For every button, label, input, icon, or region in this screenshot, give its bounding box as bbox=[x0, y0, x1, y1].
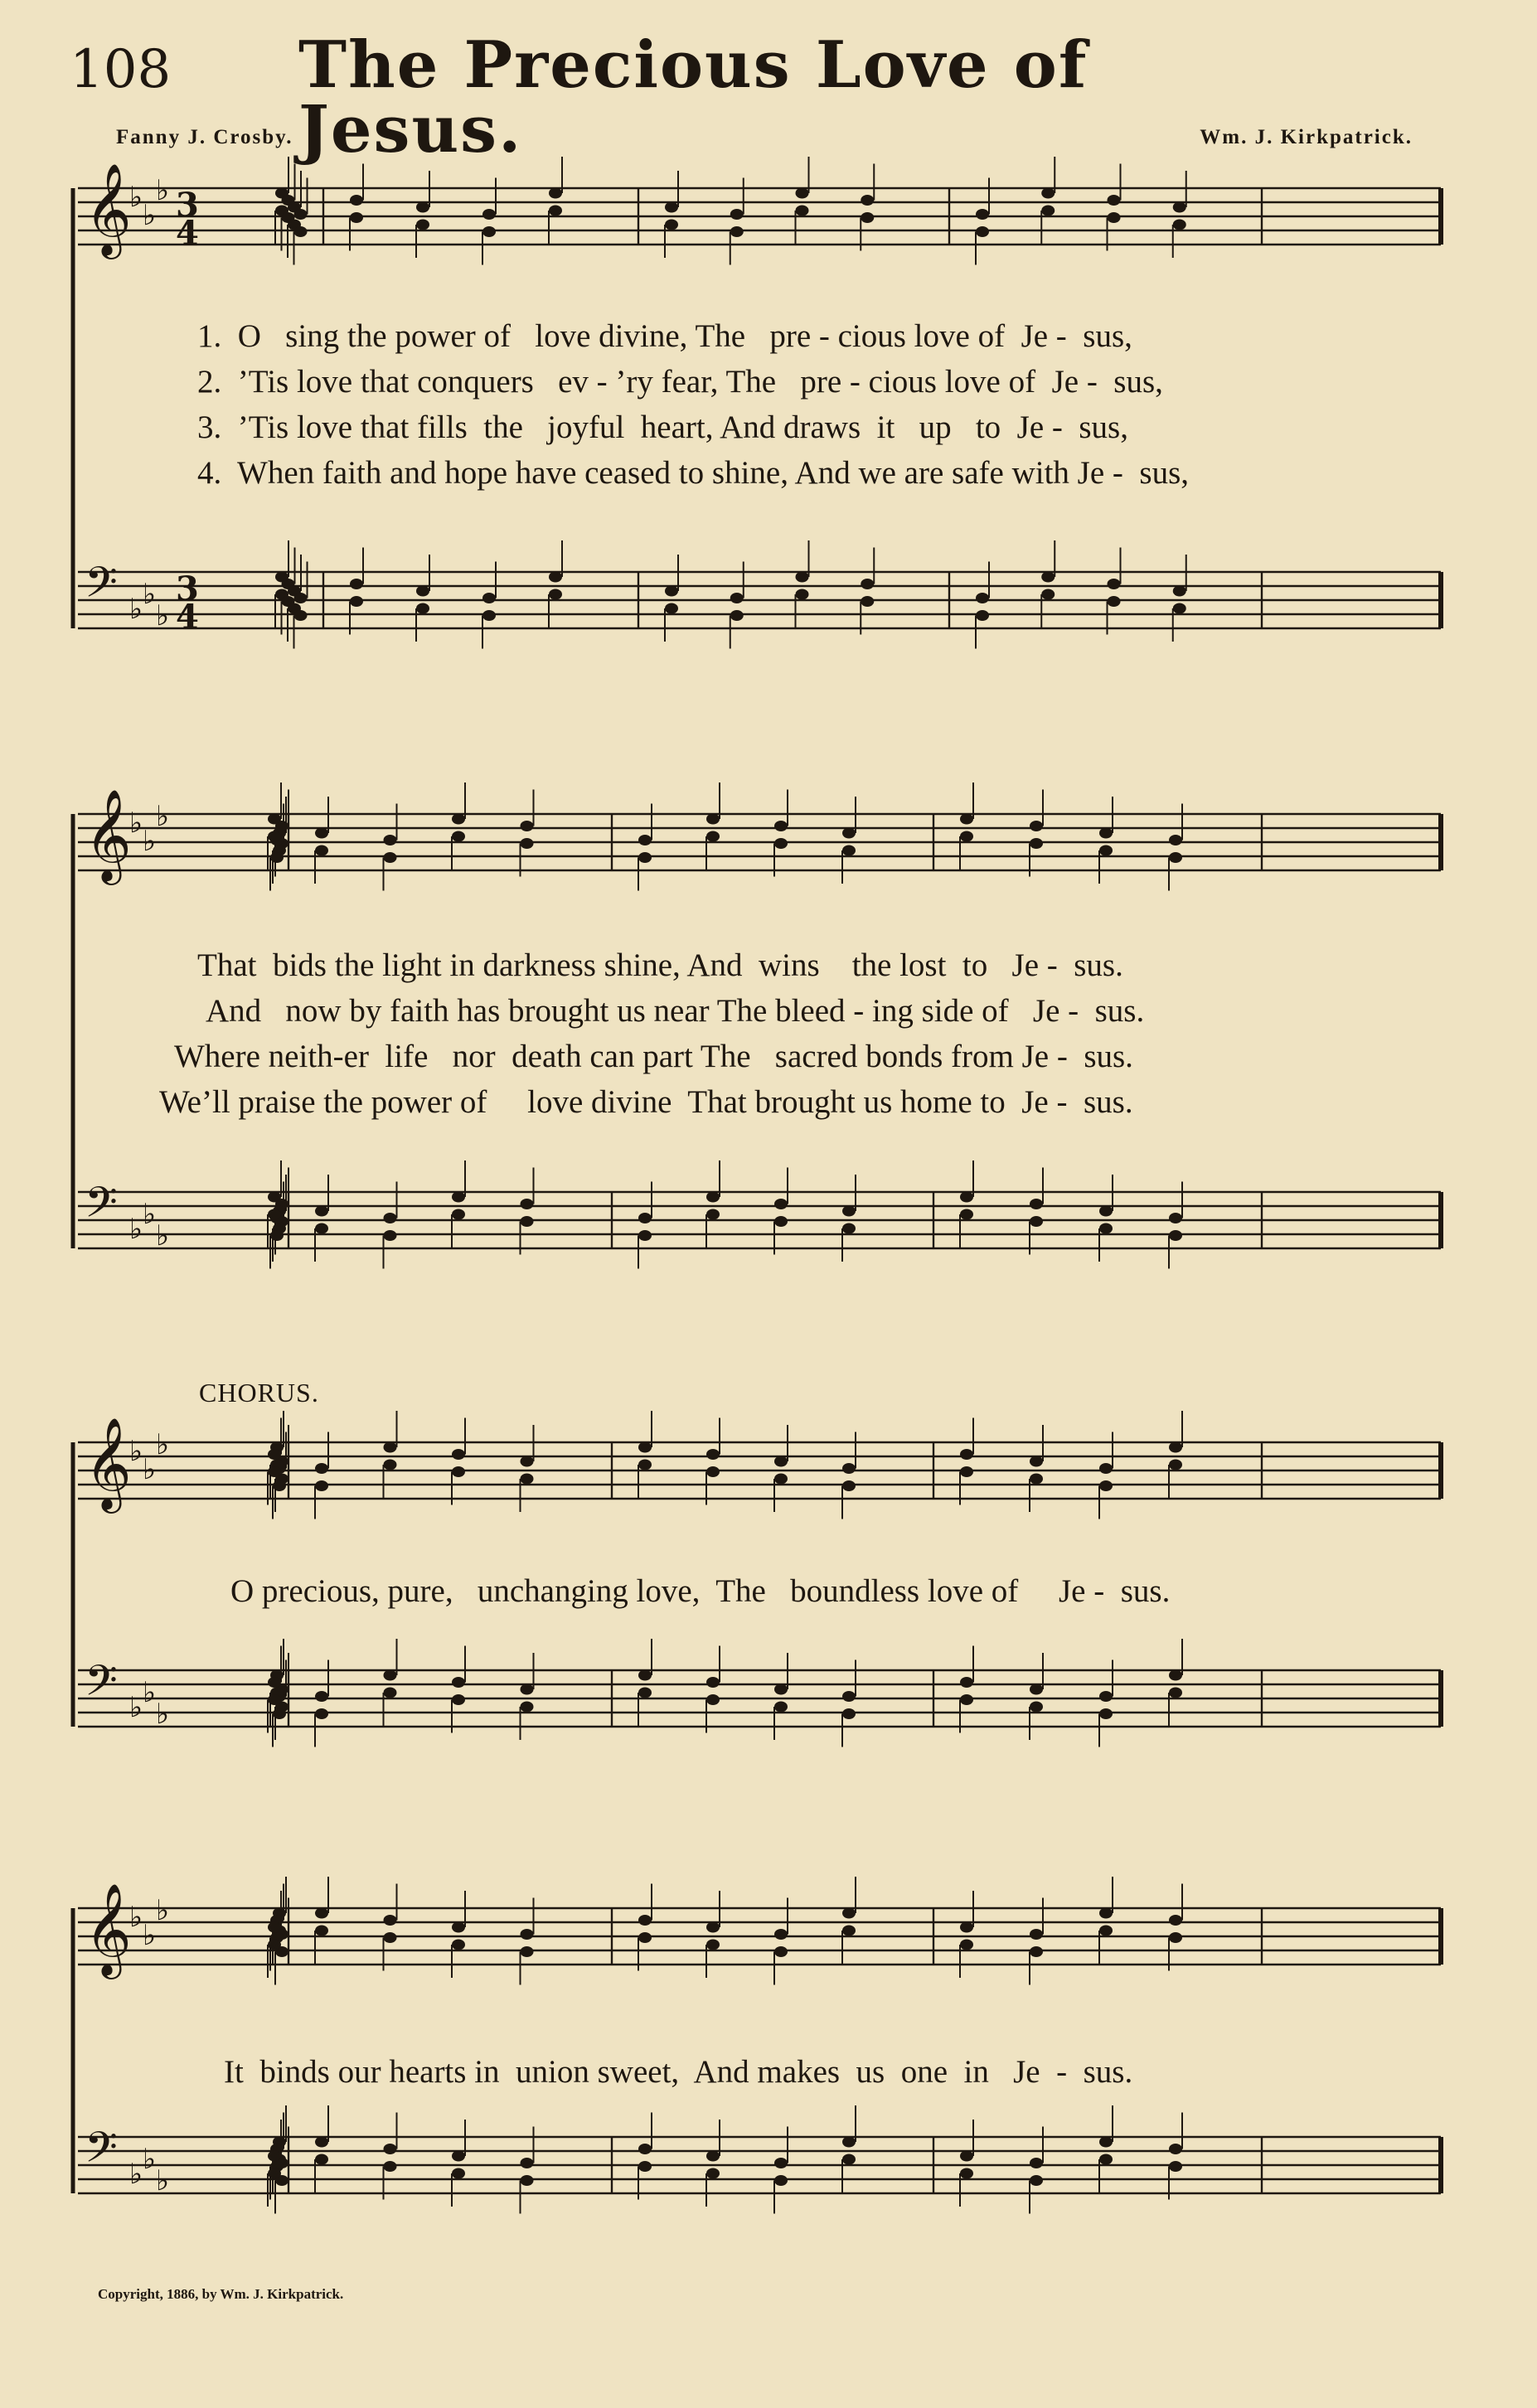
notehead bbox=[350, 596, 363, 607]
flat-icon: ♭ bbox=[156, 800, 170, 833]
notehead bbox=[638, 852, 652, 863]
notehead bbox=[774, 2158, 788, 2168]
notehead bbox=[1169, 1213, 1182, 1223]
notehead bbox=[268, 1209, 281, 1220]
notehead bbox=[521, 1199, 534, 1209]
notehead bbox=[384, 1932, 397, 1943]
notehead bbox=[1173, 586, 1186, 597]
notehead bbox=[315, 1206, 328, 1217]
notehead bbox=[796, 589, 809, 600]
notehead bbox=[1099, 1908, 1113, 1919]
notehead bbox=[774, 1474, 788, 1485]
notehead bbox=[315, 828, 328, 839]
notehead bbox=[960, 1192, 973, 1203]
notehead bbox=[452, 1922, 465, 1933]
notehead bbox=[1099, 1206, 1113, 1217]
notehead bbox=[774, 1199, 788, 1209]
notehead bbox=[976, 209, 989, 220]
notehead bbox=[315, 1463, 328, 1474]
notehead bbox=[960, 1449, 973, 1460]
verse-4-line-1: 4. When faith and hope have ceased to shine, And we are safe with Je - sus, bbox=[197, 455, 1189, 491]
notehead bbox=[774, 1929, 788, 1940]
notehead bbox=[452, 1192, 465, 1203]
notehead bbox=[294, 610, 308, 621]
notehead bbox=[706, 1449, 720, 1460]
notehead bbox=[384, 1213, 397, 1223]
notehead bbox=[842, 1463, 856, 1474]
notehead bbox=[268, 1922, 281, 1933]
notehead bbox=[1169, 2144, 1182, 2154]
flat-icon: ♭ bbox=[143, 578, 157, 611]
notehead bbox=[706, 831, 720, 842]
notehead bbox=[774, 1216, 788, 1227]
bass-clef-icon: 𝄢 bbox=[85, 557, 118, 618]
page-number: 108 bbox=[70, 39, 172, 100]
notehead bbox=[1169, 1915, 1182, 1926]
notehead bbox=[960, 1466, 973, 1477]
notehead bbox=[273, 1708, 286, 1719]
verse-1-line-2: That bids the light in darkness shine, And wins the lost to Je - sus. bbox=[197, 947, 1123, 983]
notehead bbox=[706, 1922, 720, 1933]
notehead bbox=[842, 845, 856, 856]
notehead bbox=[452, 1694, 465, 1705]
treble-clef-icon: 𝄞 bbox=[85, 788, 132, 881]
notehead bbox=[1108, 579, 1121, 589]
notehead bbox=[1030, 1456, 1043, 1467]
notehead bbox=[960, 1922, 973, 1933]
notehead bbox=[796, 572, 809, 583]
notehead bbox=[384, 1915, 397, 1926]
notehead bbox=[774, 2175, 788, 2186]
hymn-title: The Precious Love of Jesus. bbox=[298, 27, 1089, 167]
notehead bbox=[416, 603, 429, 614]
notehead bbox=[1169, 1688, 1182, 1698]
notehead bbox=[1041, 188, 1055, 199]
notehead bbox=[861, 195, 874, 206]
notehead bbox=[1030, 1199, 1043, 1209]
notehead bbox=[665, 220, 678, 230]
notehead bbox=[452, 831, 465, 842]
notehead bbox=[706, 1677, 720, 1688]
notehead bbox=[452, 1449, 465, 1460]
notehead bbox=[521, 1929, 534, 1940]
notehead bbox=[1169, 1670, 1182, 1681]
notehead bbox=[960, 1209, 973, 1220]
notehead bbox=[842, 1206, 856, 1217]
notehead bbox=[521, 1946, 534, 1957]
flat-icon: ♭ bbox=[143, 199, 157, 232]
notehead bbox=[774, 1702, 788, 1713]
notehead bbox=[796, 206, 809, 216]
notehead bbox=[1169, 1460, 1182, 1470]
notehead bbox=[842, 1691, 856, 1702]
notehead bbox=[960, 814, 973, 825]
notehead bbox=[1169, 835, 1182, 845]
notehead bbox=[638, 1932, 652, 1943]
notehead bbox=[1099, 1223, 1113, 1234]
notehead bbox=[521, 821, 534, 831]
flat-icon: ♭ bbox=[143, 825, 157, 858]
notehead bbox=[861, 579, 874, 589]
notehead bbox=[842, 1480, 856, 1491]
notehead bbox=[452, 2168, 465, 2179]
chorus-line-2: It binds our hearts in union sweet, And makes us one in Je - sus. bbox=[224, 2054, 1133, 2090]
notehead bbox=[1041, 572, 1055, 583]
verse-4-line-2: We’ll praise the power of love divine That brought us home to Je - sus. bbox=[159, 1084, 1133, 1120]
notehead bbox=[960, 2151, 973, 2162]
treble-clef-icon: 𝄞 bbox=[85, 162, 132, 255]
notehead bbox=[638, 2161, 652, 2172]
verse-1-line-1: 1. O sing the power of love divine, The pre - cious love of Je - sus, bbox=[197, 318, 1132, 354]
notehead bbox=[730, 209, 744, 220]
notehead bbox=[1099, 2154, 1113, 2165]
flat-icon: ♭ bbox=[129, 1435, 143, 1468]
notehead bbox=[521, 1702, 534, 1713]
notehead bbox=[665, 603, 678, 614]
notehead bbox=[294, 226, 308, 237]
notehead bbox=[638, 2144, 652, 2154]
bass-clef-icon: 𝄢 bbox=[85, 1655, 118, 1716]
notehead bbox=[774, 1456, 788, 1467]
notehead bbox=[384, 1670, 397, 1681]
notehead bbox=[315, 1926, 328, 1936]
notehead bbox=[268, 1677, 281, 1688]
flat-icon: ♭ bbox=[129, 1691, 143, 1724]
flat-icon: ♭ bbox=[143, 1676, 157, 1709]
notehead bbox=[774, 1684, 788, 1695]
notehead bbox=[960, 831, 973, 842]
notehead bbox=[1169, 852, 1182, 863]
notehead bbox=[1099, 1463, 1113, 1474]
notehead bbox=[350, 579, 363, 589]
notehead bbox=[452, 1209, 465, 1220]
notehead bbox=[268, 831, 281, 842]
notehead bbox=[384, 1688, 397, 1698]
notehead bbox=[638, 1213, 652, 1223]
notehead bbox=[1030, 838, 1043, 849]
notehead bbox=[706, 1209, 720, 1220]
notehead bbox=[521, 1684, 534, 1695]
notehead bbox=[270, 1230, 284, 1241]
notehead bbox=[1173, 603, 1186, 614]
notehead bbox=[482, 226, 496, 237]
notehead bbox=[730, 226, 744, 237]
notehead bbox=[960, 1677, 973, 1688]
notehead bbox=[638, 1688, 652, 1698]
notehead bbox=[1099, 1480, 1113, 1491]
notehead bbox=[665, 586, 678, 597]
composer-credit: Wm. J. Kirkpatrick. bbox=[1200, 126, 1413, 148]
notehead bbox=[976, 593, 989, 603]
notehead bbox=[384, 852, 397, 863]
notehead bbox=[1030, 2158, 1043, 2168]
notehead bbox=[416, 220, 429, 230]
notehead bbox=[960, 1694, 973, 1705]
notehead bbox=[1099, 845, 1113, 856]
notehead bbox=[1173, 202, 1186, 213]
notehead bbox=[273, 1480, 286, 1491]
notehead bbox=[1169, 1932, 1182, 1943]
notehead bbox=[315, 1708, 328, 1719]
notehead bbox=[268, 1694, 281, 1705]
notehead bbox=[1169, 1442, 1182, 1453]
notehead bbox=[268, 1466, 281, 1477]
notehead bbox=[549, 589, 562, 600]
notehead bbox=[665, 202, 678, 213]
poet-credit: Fanny J. Crosby. bbox=[116, 126, 293, 148]
notehead bbox=[549, 572, 562, 583]
notehead bbox=[1041, 589, 1055, 600]
notehead bbox=[315, 1223, 328, 1234]
notehead bbox=[268, 1449, 281, 1460]
time-signature: 4 bbox=[176, 214, 199, 253]
time-signature: 4 bbox=[176, 598, 199, 637]
notehead bbox=[521, 2175, 534, 2186]
notehead bbox=[706, 1694, 720, 1705]
notehead bbox=[842, 2154, 856, 2165]
chorus-line-1: O precious, pure, unchanging love, The boundless love of Je - sus. bbox=[230, 1573, 1171, 1609]
notehead bbox=[315, 1480, 328, 1491]
notehead bbox=[1169, 1230, 1182, 1241]
notehead bbox=[384, 1442, 397, 1453]
flat-icon: ♭ bbox=[156, 174, 170, 207]
notehead bbox=[1108, 596, 1121, 607]
notehead bbox=[1099, 828, 1113, 839]
notehead bbox=[1030, 2175, 1043, 2186]
notehead bbox=[384, 2144, 397, 2154]
notehead bbox=[730, 610, 744, 621]
notehead bbox=[452, 814, 465, 825]
notehead bbox=[1099, 1691, 1113, 1702]
flat-icon: ♭ bbox=[143, 1198, 157, 1231]
time-signature: 3 bbox=[176, 186, 199, 225]
flat-icon: ♭ bbox=[129, 593, 143, 626]
notehead bbox=[294, 209, 308, 220]
notehead bbox=[1030, 1702, 1043, 1713]
notehead bbox=[842, 828, 856, 839]
notehead bbox=[1099, 2137, 1113, 2148]
notehead bbox=[268, 1940, 281, 1950]
notehead bbox=[1169, 2161, 1182, 2172]
verse-3-line-1: 3. ’Tis love that fills the joyful heart, And draws it up to Je - sus, bbox=[197, 409, 1128, 445]
notehead bbox=[842, 2137, 856, 2148]
time-signature: 3 bbox=[176, 569, 199, 608]
notehead bbox=[315, 2137, 328, 2148]
notehead bbox=[1099, 1926, 1113, 1936]
flat-icon: ♭ bbox=[156, 2164, 170, 2197]
notehead bbox=[270, 852, 284, 863]
notehead bbox=[452, 1466, 465, 1477]
notehead bbox=[350, 195, 363, 206]
flat-icon: ♭ bbox=[129, 1901, 143, 1934]
notehead bbox=[521, 2158, 534, 2168]
notehead bbox=[1108, 195, 1121, 206]
notehead bbox=[482, 610, 496, 621]
notehead bbox=[384, 835, 397, 845]
notehead bbox=[861, 212, 874, 223]
flat-icon: ♭ bbox=[156, 1698, 170, 1731]
notehead bbox=[268, 2168, 281, 2179]
flat-icon: ♭ bbox=[156, 1894, 170, 1927]
notehead bbox=[1030, 1474, 1043, 1485]
notehead bbox=[315, 1908, 328, 1919]
notehead bbox=[350, 212, 363, 223]
notehead bbox=[774, 838, 788, 849]
notehead bbox=[638, 835, 652, 845]
notehead bbox=[638, 1915, 652, 1926]
notehead bbox=[706, 1940, 720, 1950]
notehead bbox=[268, 1192, 281, 1203]
flat-icon: ♭ bbox=[129, 2158, 143, 2191]
notehead bbox=[452, 2151, 465, 2162]
chorus-label: CHORUS. bbox=[199, 1378, 319, 1407]
notehead bbox=[842, 1223, 856, 1234]
notehead bbox=[521, 1216, 534, 1227]
notehead bbox=[706, 1192, 720, 1203]
notehead bbox=[549, 188, 562, 199]
notehead bbox=[1173, 220, 1186, 230]
notehead bbox=[774, 1946, 788, 1957]
notehead bbox=[1099, 1708, 1113, 1719]
verse-2-line-2: And now by faith has brought us near The bleed - ing side of Je - sus. bbox=[206, 993, 1145, 1029]
notehead bbox=[638, 1442, 652, 1453]
notehead bbox=[416, 202, 429, 213]
notehead bbox=[482, 209, 496, 220]
flat-icon: ♭ bbox=[156, 1428, 170, 1461]
notehead bbox=[638, 1230, 652, 1241]
treble-clef-icon: 𝄞 bbox=[85, 1417, 132, 1509]
notehead bbox=[294, 593, 308, 603]
notehead bbox=[315, 2154, 328, 2165]
notehead bbox=[452, 1677, 465, 1688]
notehead bbox=[384, 1230, 397, 1241]
notehead bbox=[315, 1691, 328, 1702]
notehead bbox=[842, 1708, 856, 1719]
notehead bbox=[1108, 212, 1121, 223]
notehead bbox=[706, 1466, 720, 1477]
copyright-notice: Copyright, 1886, by Wm. J. Kirkpatrick. bbox=[98, 2286, 344, 2302]
flat-icon: ♭ bbox=[143, 1453, 157, 1486]
flat-icon: ♭ bbox=[129, 181, 143, 214]
notehead bbox=[1030, 1929, 1043, 1940]
notehead bbox=[706, 2151, 720, 2162]
flat-icon: ♭ bbox=[143, 2143, 157, 2176]
notehead bbox=[638, 1460, 652, 1470]
notehead bbox=[706, 2168, 720, 2179]
notehead bbox=[1030, 1946, 1043, 1957]
notehead bbox=[976, 226, 989, 237]
bass-clef-icon: 𝄢 bbox=[85, 2122, 118, 2183]
notehead bbox=[384, 2161, 397, 2172]
notehead bbox=[482, 593, 496, 603]
notehead bbox=[1041, 206, 1055, 216]
notehead bbox=[521, 1456, 534, 1467]
notehead bbox=[796, 188, 809, 199]
notehead bbox=[1030, 1216, 1043, 1227]
flat-icon: ♭ bbox=[156, 599, 170, 632]
notehead bbox=[521, 838, 534, 849]
notehead bbox=[384, 1460, 397, 1470]
notehead bbox=[268, 2151, 281, 2162]
notehead bbox=[730, 593, 744, 603]
notehead bbox=[315, 845, 328, 856]
notehead bbox=[774, 821, 788, 831]
notehead bbox=[706, 814, 720, 825]
notehead bbox=[842, 1926, 856, 1936]
notehead bbox=[638, 1670, 652, 1681]
notehead bbox=[976, 610, 989, 621]
notehead bbox=[521, 1474, 534, 1485]
notehead bbox=[416, 586, 429, 597]
notehead bbox=[960, 1940, 973, 1950]
notehead bbox=[842, 1908, 856, 1919]
notehead bbox=[549, 206, 562, 216]
notehead bbox=[1030, 1684, 1043, 1695]
flat-icon: ♭ bbox=[129, 1213, 143, 1246]
notehead bbox=[861, 596, 874, 607]
verse-3-line-2: Where neith-er life nor death can part The sacred bonds from Je - sus. bbox=[174, 1039, 1133, 1074]
flat-icon: ♭ bbox=[156, 1219, 170, 1252]
treble-clef-icon: 𝄞 bbox=[85, 1882, 132, 1975]
notehead bbox=[268, 814, 281, 825]
flat-icon: ♭ bbox=[143, 1919, 157, 1952]
bass-clef-icon: 𝄢 bbox=[85, 1177, 118, 1238]
verse-2-line-1: 2. ’Tis love that conquers ev - ’ry fear, The pre - cious love of Je - sus, bbox=[197, 364, 1163, 400]
flat-icon: ♭ bbox=[129, 807, 143, 840]
notehead bbox=[1030, 821, 1043, 831]
notehead bbox=[452, 1940, 465, 1950]
notehead bbox=[960, 2168, 973, 2179]
